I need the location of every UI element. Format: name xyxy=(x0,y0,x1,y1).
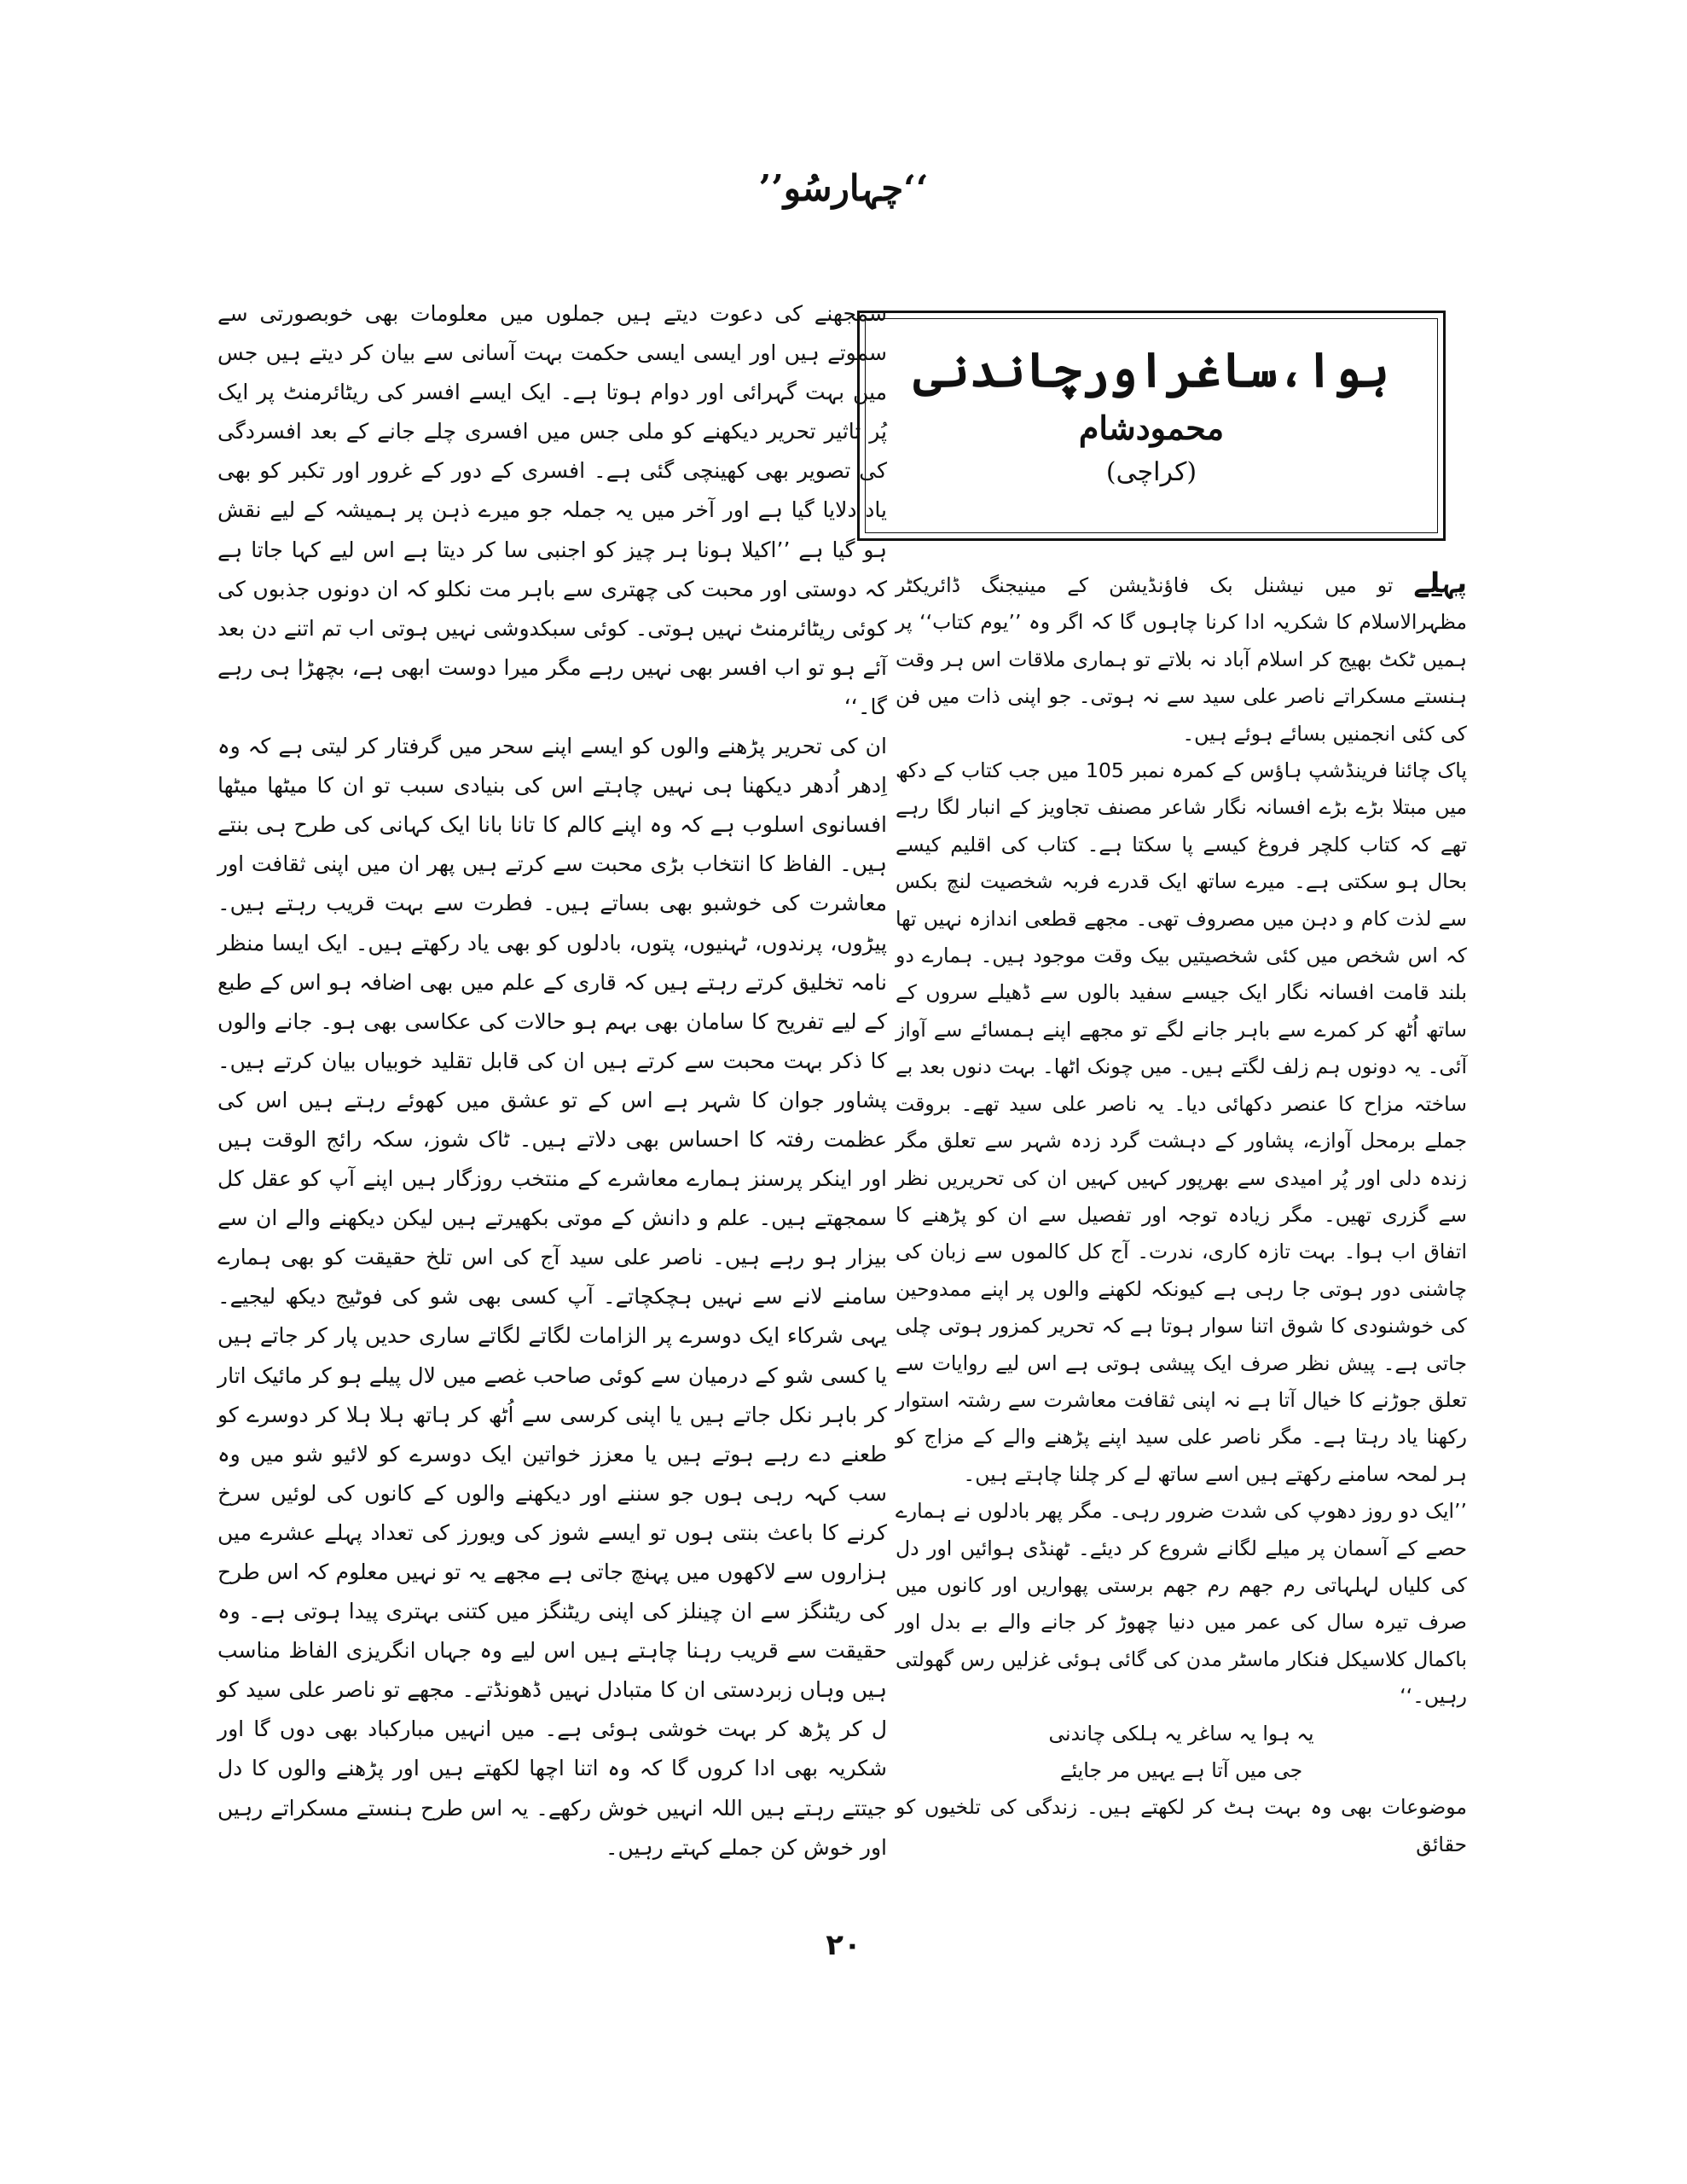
article-title-box xyxy=(857,311,1446,541)
right-closing-line: موضوعات بھی وہ بہت ہٹ کر لکھتے ہیں۔ زندگی کی تلخیوں کو حقائق xyxy=(896,1795,1467,1856)
poem xyxy=(896,1716,1467,1790)
left-paragraph-2: ان کی تحریر پڑھنے والوں کو ایسے اپنے سحر میں گرفتار کر لیتی ہے کہ وہ اِدھر اُدھر دیکھنا ہی نہیں چاہتے اس کی بنیادی سبب تو ان کا میٹھا میٹھا افسانوی اسلوب ہے کہ وہ اپنے کالم کا تانا بانا ایک کہانی کی طرح ہی بنتے ہیں۔ الفاظ کا انتخاب بڑی محبت سے کرتے ہیں پھر ان میں اپنی ثقافت اور معاشرت کی خوشبو بھی بساتے ہیں۔ فطرت سے بہت قریب رہتے ہیں۔ پیڑوں، پرندوں، ٹہنیوں، پتوں، بادلوں کو بھی یاد رکھتے ہیں۔ ایک ایسا منظر نامہ تخلیق کرتے رہتے ہیں کہ قاری کے علم میں بھی اضافہ ہو اس کے طبع کے لیے تفریح کا سامان بھی بہم ہو حالات کی عکاسی بھی ہو۔ جانے والوں کا ذکر بہت محبت سے کرتے ہیں ان کی قابل تقلید خوبیاں بیان کرتے ہیں۔ پشاور جوان کا شہر ہے اس کے تو عشق میں کھوئے رہتے ہیں اس کی عظمت رفتہ کا احساس بھی دلاتے ہیں۔ ٹاک شوز، سکہ رائج الوقت ہیں اور اینکر پرسنز ہمارے معاشرے کے منتخب روزگار ہیں اپنے آپ کو عقل کل سمجھتے ہیں۔ علم و دانش کے موتی بکھیرتے ہیں لیکن دیکھنے والے ان سے بیزار ہو رہے ہیں۔ ناصر علی سید آج کی اس تلخ حقیقت کو بھی ہمارے سامنے لانے سے نہیں ہچکچاتے۔ آپ کسی بھی شو کی فوٹیج دیکھ لیجیے۔ یہی شرکاء ایک دوسرے پر الزامات لگاتے لگاتے ساری حدیں پار کر جاتے ہیں یا کسی شو کے درمیان سے کوئی صاحب غصے میں لال پیلے ہو کر مائیک اتار کر باہر نکل جاتے ہیں یا اپنی کرسی سے اُٹھ کر ہاتھ ہلا ہلا کر دوسرے کو طعنے دے رہے ہوتے ہیں یا معزز خواتین ایک دوسرے کو لائیو شو میں وہ سب کہہ رہی ہوں جو سننے اور دیکھنے والوں کے کانوں کی لوئیں سرخ کرنے کا باعث بنتی ہوں تو ایسے شوز کی ویورز کی تعداد پہلے عشرے میں ہزاروں سے لاکھوں میں پہنچ جاتی ہے مجھے یہ تو نہیں معلوم کہ اس طرح کی ریٹنگز سے ان چینلز کی اپنی ریٹنگز میں کتنی بہتری پیدا ہوتی ہے۔ وہ حقیقت سے قریب رہنا چاہتے ہیں اس لیے وہ جہاں انگریزی الفاظ مناسب ہیں وہاں زبردستی ان کا متبادل نہیں ڈھونڈتے۔ مجھے تو ناصر علی سید کو ل کر پڑھ کر بہت خوشی ہوئی ہے۔ میں انہیں مبارکباد بھی دوں گا اور شکریہ بھی ادا کروں گا کہ وہ اتنا اچھا لکھتے ہیں اور پڑھنے والوں کا دل جیتتے رہتے ہیں اللہ انہیں خوش رکھے۔ یہ اس طرح ہنستے مسکراتے رہیں اور خوش کن جملے کہتے رہیں۔ xyxy=(217,734,887,1860)
article-title: ہوا،ساغراورچاندنی xyxy=(913,342,1389,398)
right-paragraph-1-text: تو میں نیشنل بک فاؤنڈیشن کے مینیجنگ ڈائریکٹر مظہرالاسلام کا شکریہ ادا کرنا چاہوں گا کہ اگر وہ ’’یوم کتاب‘‘ پر ہمیں ٹکٹ بھیج کر اسلام آباد نہ بلاتے تو ہماری ملاقات اس ہر وقت ہنستے مسکراتے ناصر علی سید سے نہ ہوتی۔ جو اپنی ذات میں فن کی کئی انجمنیں بسائے ہوئے ہیں۔ xyxy=(896,573,1467,746)
left-column xyxy=(217,294,887,1867)
article-author: محمودشام xyxy=(1078,409,1225,447)
article-city: (کراچی) xyxy=(1105,457,1197,487)
page-number: ۲۰ xyxy=(826,1928,861,1962)
right-column xyxy=(896,565,1467,1863)
right-paragraph-1 xyxy=(896,565,1467,752)
lead-word: پہلے xyxy=(1413,566,1467,599)
magazine-title: ’’چہارسُو‘‘ xyxy=(758,167,929,209)
right-paragraph-2: پاک چائنا فرینڈشپ ہاؤس کے کمرہ نمبر 105 میں جب کتاب کے دکھ میں مبتلا بڑے بڑے افسانہ نگار شاعر مصنف تجاویز کے انبار لگا رہے تھے کہ کتاب کلچر فروغ کیسے پا سکتا ہے۔ کتاب کی اقلیم کیسے بحال ہو سکتی ہے۔ میرے ساتھ ایک قدرے فربہ شخصیت لنچ بکس سے لذت کام و دہن میں مصروف تھی۔ مجھے قطعی اندازہ نہیں تھا کہ اس شخص میں کئی شخصیتیں بیک وقت موجود ہیں۔ ہمارے دو بلند قامت افسانہ نگار ایک جیسے سفید بالوں سے ڈھیلے سروں کے ساتھ اُٹھ کر کمرے سے باہر جانے لگے تو مجھے اپنے ہمسائے سے آواز آئی۔ یہ دونوں ہم زلف لگتے ہیں۔ میں چونک اٹھا۔ بہت دنوں بعد بے ساختہ مزاح کا عنصر دکھائی دیا۔ یہ ناصر علی سید تھے۔ بروقت جملے برمحل آوازے، پشاور کے دہشت گرد زدہ شہر سے تعلق مگر زندہ دلی اور پُر امیدی سے بھرپور کہیں کہیں ان کی تحریریں نظر سے گزری تھیں۔ مگر زیادہ توجہ اور تفصیل سے ان کو پڑھنے کا اتفاق اب ہوا۔ بہت تازہ کاری، ندرت۔ آج کل کالموں سے زبان کی چاشنی دور ہوتی جا رہی ہے کیونکہ لکھنے والوں پر اپنے ممدوحین کی خوشنودی کا شوق اتنا سوار ہوتا ہے کہ تحریر کمزور ہوتی چلی جاتی ہے۔ پیش نظر صرف ایک پیشی ہوتی ہے اس لیے روایات سے تعلق جوڑنے کا خیال آتا ہے نہ اپنی ثقافت معاشرت سے رشتہ استوار رکھنا یاد رہتا ہے۔ مگر ناصر علی سید اپنے پڑھنے والے کے مزاج کو ہر لمحہ سامنے رکھتے ہیں اسے ساتھ لے کر چلنا چاہتے ہیں۔ xyxy=(896,758,1467,1486)
left-paragraph-1: سمجھنے کی دعوت دیتے ہیں جملوں میں معلومات بھی خوبصورتی سے سموتے ہیں اور ایسی ایسی حکمت بہت آسانی سے بیان کر دیتے ہیں جس میں بہت گہرائی اور دوام ہوتا ہے۔ ایک ایسے افسر کی ریٹائرمنٹ پر ایک پُر تاثیر تحریر دیکھنے کو ملی جس میں افسری چلے جانے کے بعد افسردگی کی تصویر بھی کھینچی گئی ہے۔ افسری کے دور کے غرور اور تکبر کو بھی یاد دلایا گیا ہے اور آخر میں یہ جملہ جو میرے ذہن پر ہمیشہ کے لیے نقش ہو گیا ہے ’’اکیلا ہونا ہر چیز کو اجنبی سا کر دیتا ہے اس لیے کہا جاتا ہے کہ دوستی اور محبت کی چھتری سے باہر مت نکلو کہ ان دونوں جذبوں کی کوئی ریٹائرمنٹ نہیں ہوتی۔ کوئی سبکدوشی نہیں ہوتی اب تم اتنے دن بعد آئے ہو تو اب افسر بھی نہیں رہے مگر میرا دوست ابھی ہے، بچھڑا ہی رہے گا۔‘‘ xyxy=(217,301,887,719)
poem-line-1: یہ ہوا یہ ساغر یہ ہلکی چاندنی xyxy=(1048,1721,1314,1745)
poem-line-2: جی میں آتا ہے یہیں مر جایئے xyxy=(1059,1758,1303,1782)
article-title-frame xyxy=(865,318,1438,533)
right-paragraph-3: ’’ایک دو روز دھوپ کی شدت ضرور رہی۔ مگر پھر بادلوں نے ہمارے حصے کے آسمان پر میلے لگانے شروع کر دیئے۔ ٹھنڈی ہوائیں اور دل کی کلیاں لہلہاتی رم جھم رم جھم برستی پھواریں اور کانوں میں صرف تیرہ سال کی عمر میں دنیا چھوڑ کر جانے والے بے بدل اور باکمال کلاسیکل فنکار ماسٹر مدن کی گائی ہوئی غزلیں رس گھولتی رہیں۔‘‘ xyxy=(896,1499,1467,1709)
